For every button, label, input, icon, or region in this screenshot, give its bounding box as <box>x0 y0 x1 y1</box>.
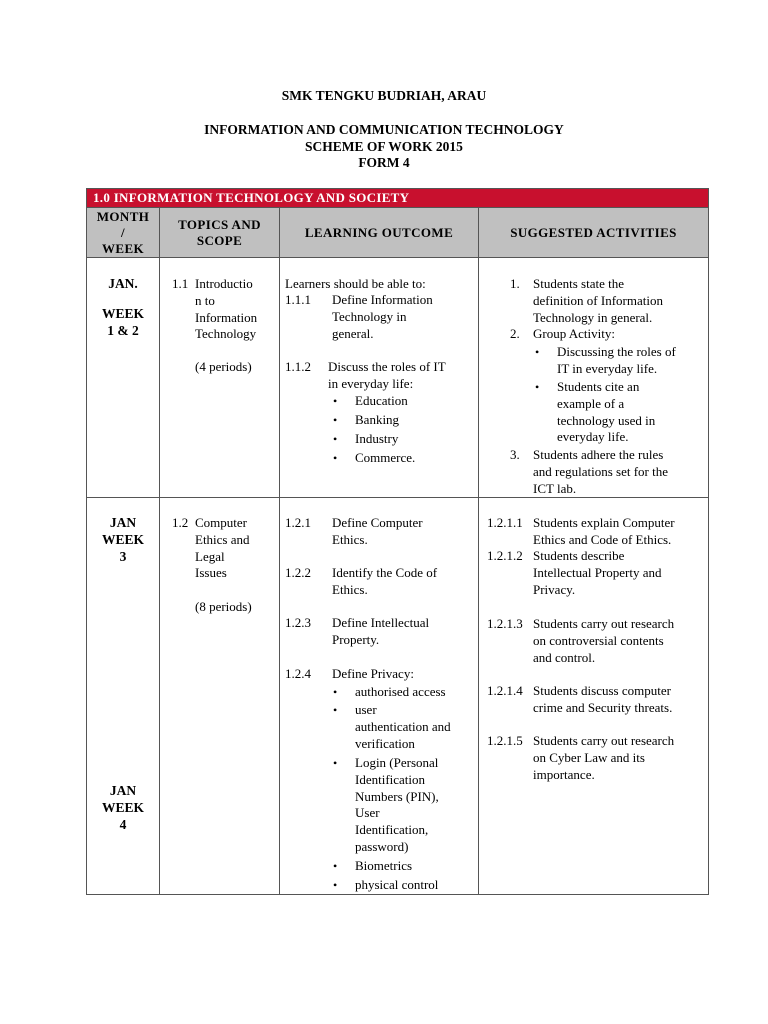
topic-number: 1.1 <box>172 276 189 291</box>
activity-text: Students carry out research on controversial contents and control. <box>533 616 675 665</box>
week-cell-row2b: JAN WEEK 4 <box>101 783 144 832</box>
week-cell-row2a: JAN WEEK 3 <box>101 515 144 564</box>
activity-text: Students describe Intellectual Property and Privacy. <box>533 548 662 597</box>
bullet-item: • user authentication and verification <box>355 702 451 752</box>
outcome-number: 1.1.2 <box>285 359 311 374</box>
topic-title: Computer Ethics and Legal Issues <box>195 515 250 581</box>
outcome-number: 1.2.3 <box>285 615 311 630</box>
bullet-item: • Biometrics <box>355 858 412 875</box>
activity-number: 1. <box>510 276 520 291</box>
subject-title: INFORMATION AND COMMUNICATION TECHNOLOGY <box>204 122 564 137</box>
activity-number: 2. <box>510 326 520 341</box>
column-divider <box>159 207 160 895</box>
outcome-intro: Learners should be able to: <box>285 276 426 291</box>
activity-number: 1.2.1.2 <box>487 548 523 563</box>
scheme-title: SCHEME OF WORK 2015 <box>305 139 463 154</box>
bullet-item: • physical control <box>355 877 438 894</box>
topic-title: Introductio n to Information Technology <box>195 276 258 342</box>
col-suggested-activities: SUGGESTED ACTIVITIES <box>510 225 677 240</box>
activity-number: 3. <box>510 447 520 462</box>
topic-number: 1.2 <box>172 515 189 530</box>
activity-text: Students discuss computer crime and Security threats. <box>533 683 673 715</box>
outcome-text: Define Computer Ethics. <box>332 515 423 547</box>
outcome-number: 1.2.1 <box>285 515 311 530</box>
activity-text: Students explain Computer Ethics and Code of Ethics. <box>533 515 675 547</box>
bullet-item: • Commerce. <box>355 450 415 467</box>
week-cell-row1: JAN. WEEK 1 & 2 <box>101 276 144 338</box>
scheme-table <box>86 188 709 895</box>
outcome-text: Discuss the roles of IT in everyday life: <box>328 359 446 391</box>
col-topics-scope: TOPICS AND SCOPE <box>178 217 261 248</box>
bullet-item: • Education <box>355 393 408 410</box>
school-name: SMK TENGKU BUDRIAH, ARAU <box>281 88 487 103</box>
outcome-text: Define Intellectual Property. <box>332 615 430 647</box>
activity-number: 1.2.1.3 <box>487 616 523 631</box>
col-learning-outcome: LEARNING OUTCOME <box>304 225 454 240</box>
activity-text: Students carry out research on Cyber Law and its importance. <box>533 733 675 782</box>
activity-number: 1.2.1.4 <box>487 683 523 698</box>
table-header-row <box>87 207 708 258</box>
col-month-week: MONTH / WEEK <box>96 209 150 256</box>
bullet-item: • Discussing the roles of IT in everyday life. <box>557 344 676 378</box>
bullet-item: • Industry <box>355 431 398 448</box>
bullet-item: • Banking <box>355 412 399 429</box>
outcome-text: Define Information Technology in general. <box>332 292 433 341</box>
form-title: FORM 4 <box>358 155 410 170</box>
outcome-number: 1.2.2 <box>285 565 311 580</box>
outcome-text: Identify the Code of Ethics. <box>332 565 438 597</box>
column-divider <box>279 207 280 895</box>
outcome-number: 1.2.4 <box>285 666 311 681</box>
bullet-item: • authorised access <box>355 684 446 701</box>
outcome-text: Define Privacy: <box>332 666 414 681</box>
periods-label: (4 periods) <box>195 359 252 374</box>
activity-text: Group Activity: <box>533 326 615 341</box>
activity-number: 1.2.1.1 <box>487 515 523 530</box>
outcome-number: 1.1.1 <box>285 292 311 307</box>
bullet-item: • Login (Personal Identification Numbers (PIN), User Identification, password) <box>355 755 439 856</box>
activity-number: 1.2.1.5 <box>487 733 523 748</box>
activity-text: Students adhere the rules and regulations set for the ICT lab. <box>533 447 669 496</box>
activity-text: Students state the definition of Information Technology in general. <box>533 276 663 325</box>
periods-label: (8 periods) <box>195 599 252 614</box>
column-divider <box>478 207 479 895</box>
section-bar: 1.0 INFORMATION TECHNOLOGY AND SOCIETY <box>87 189 708 207</box>
bullet-item: • Students cite an example of a technology used in everyday life. <box>557 379 655 446</box>
